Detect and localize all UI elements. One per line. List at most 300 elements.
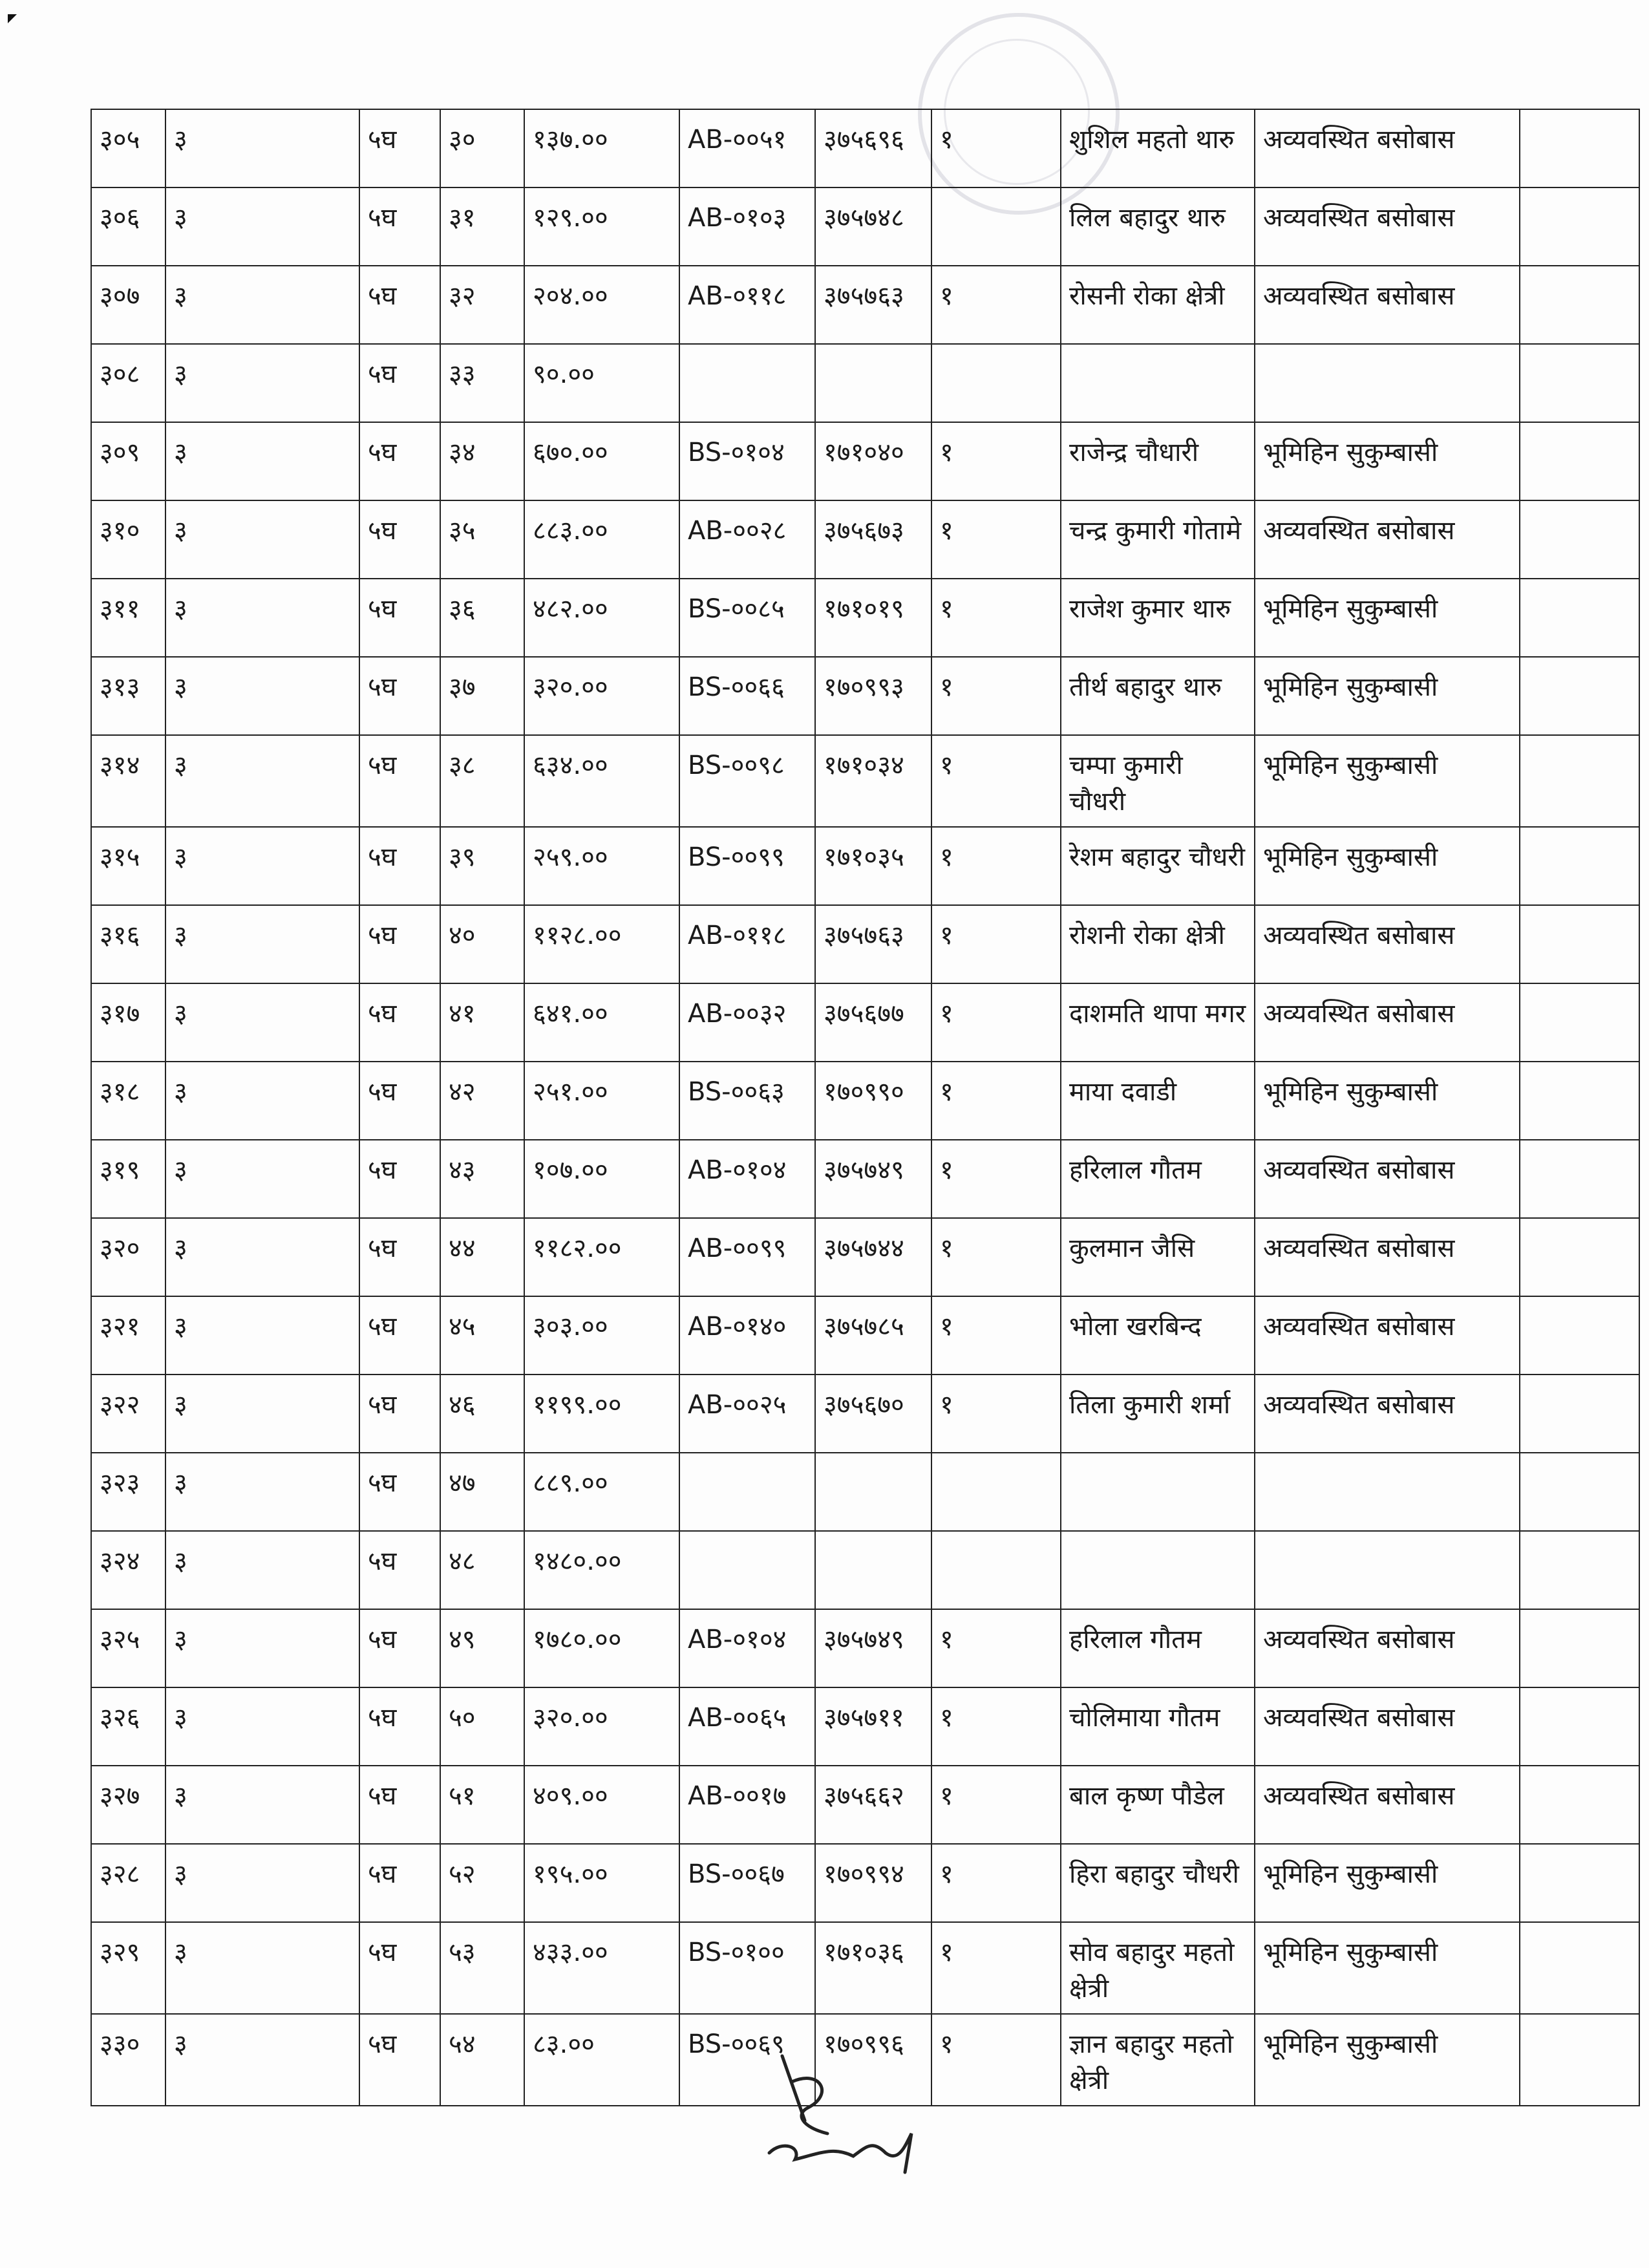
table-row [91,827,1639,905]
parcel-number-cell: ४१ [440,983,524,1062]
name-cell: सोव बहादुर महतो क्षेत्री [1061,1922,1255,2014]
count-cell: १ [931,109,1061,187]
category-cell: भूमिहिन सुकुम्बासी [1255,2014,1520,2106]
parcel-number-cell: ३६ [440,579,524,657]
applicant-code-cell [679,1531,815,1609]
empty-cell [1520,1609,1639,1687]
area-cell: ६४१.०० [524,983,679,1062]
empty-cell [1520,983,1639,1062]
name-cell: हरिलाल गौतम [1061,1609,1255,1687]
ward-cell: ३ [165,1609,359,1687]
empty-cell [1520,735,1639,827]
table-row [91,1609,1639,1687]
parcel-number-cell: ५४ [440,2014,524,2106]
table-row [91,1062,1639,1140]
map-sheet-cell: ५घ [359,1453,440,1531]
table-row [91,983,1639,1062]
category-cell: अव्यवस्थित बसोबास [1255,187,1520,266]
parcel-number-cell: ४३ [440,1140,524,1218]
table-row [91,500,1639,579]
parcel-number-cell: ४७ [440,1453,524,1531]
parcel-number-cell: ३३ [440,344,524,422]
area-cell: २०४.०० [524,266,679,344]
table-row [91,344,1639,422]
area-cell: ८३.०० [524,2014,679,2106]
count-cell: १ [931,1922,1061,2014]
applicant-code-cell: AB-००५१ [679,109,815,187]
map-sheet-cell: ५घ [359,1687,440,1766]
area-cell: ४८२.०० [524,579,679,657]
map-sheet-cell: ५घ [359,1140,440,1218]
empty-cell [1520,827,1639,905]
count-cell [931,1453,1061,1531]
table-row [91,1140,1639,1218]
category-cell [1255,1453,1520,1531]
parcel-number-cell: ५० [440,1687,524,1766]
ward-cell: ३ [165,1922,359,2014]
area-cell: ८८९.०० [524,1453,679,1531]
applicant-code-cell: AB-००१७ [679,1766,815,1844]
empty-cell [1520,500,1639,579]
applicant-code-cell: BS-००६७ [679,1844,815,1922]
category-cell: भूमिहिन सुकुम्बासी [1255,735,1520,827]
empty-cell [1520,657,1639,735]
ward-cell: ३ [165,187,359,266]
area-cell: ४३३.०० [524,1922,679,2014]
category-cell: अव्यवस्थित बसोबास [1255,109,1520,187]
parcel-number-cell: ५२ [440,1844,524,1922]
applicant-code-cell: BS-०१०० [679,1922,815,2014]
count-cell: १ [931,579,1061,657]
land-records-table [90,109,1640,2106]
map-sheet-cell: ५घ [359,1609,440,1687]
id-number-cell: १७०९९४ [815,1844,931,1922]
applicant-code-cell: AB-०१०४ [679,1609,815,1687]
name-cell [1061,1453,1255,1531]
serial-number-cell: ३१७ [91,983,165,1062]
serial-number-cell: ३१५ [91,827,165,905]
id-number-cell: ३७५६७० [815,1375,931,1453]
applicant-code-cell: AB-००६५ [679,1687,815,1766]
table-row [91,1218,1639,1296]
count-cell [931,1531,1061,1609]
count-cell: १ [931,983,1061,1062]
count-cell: १ [931,500,1061,579]
land-records-body [91,109,1639,2106]
table-row [91,905,1639,983]
serial-number-cell: ३२० [91,1218,165,1296]
name-cell [1061,344,1255,422]
ward-cell: ३ [165,983,359,1062]
name-cell: दाशमति थापा मगर [1061,983,1255,1062]
ward-cell: ३ [165,422,359,500]
empty-cell [1520,905,1639,983]
map-sheet-cell: ५घ [359,2014,440,2106]
name-cell: चन्द्र कुमारी गोतामे [1061,500,1255,579]
id-number-cell: १७०९९३ [815,657,931,735]
applicant-code-cell: AB-०१४० [679,1296,815,1375]
category-cell [1255,344,1520,422]
applicant-code-cell: BS-००६९ [679,2014,815,2106]
applicant-code-cell: AB-००२८ [679,500,815,579]
empty-cell [1520,422,1639,500]
name-cell [1061,1531,1255,1609]
area-cell: १२९.०० [524,187,679,266]
empty-cell [1520,344,1639,422]
applicant-code-cell: BS-००६६ [679,657,815,735]
area-cell: २५९.०० [524,827,679,905]
count-cell: १ [931,422,1061,500]
id-number-cell: ३७५६७३ [815,500,931,579]
category-cell: भूमिहिन सुकुम्बासी [1255,657,1520,735]
serial-number-cell: ३०५ [91,109,165,187]
count-cell: १ [931,1218,1061,1296]
name-cell: कुलमान जैसि [1061,1218,1255,1296]
category-cell: भूमिहिन सुकुम्बासी [1255,1844,1520,1922]
parcel-number-cell: ३४ [440,422,524,500]
table-row [91,187,1639,266]
serial-number-cell: ३०९ [91,422,165,500]
empty-cell [1520,1922,1639,2014]
id-number-cell: ३७५७४९ [815,1140,931,1218]
table-row [91,109,1639,187]
area-cell: १९५.०० [524,1844,679,1922]
corner-mark [8,14,17,23]
map-sheet-cell: ५घ [359,983,440,1062]
applicant-code-cell: AB-००३२ [679,983,815,1062]
parcel-number-cell: ४२ [440,1062,524,1140]
category-cell: अव्यवस्थित बसोबास [1255,500,1520,579]
map-sheet-cell: ५घ [359,1218,440,1296]
table-row [91,1844,1639,1922]
parcel-number-cell: ३९ [440,827,524,905]
ward-cell: ३ [165,1140,359,1218]
parcel-number-cell: ४८ [440,1531,524,1609]
serial-number-cell: ३१३ [91,657,165,735]
ward-cell: ३ [165,657,359,735]
category-cell: भूमिहिन सुकुम्बासी [1255,422,1520,500]
serial-number-cell: ३१८ [91,1062,165,1140]
map-sheet-cell: ५घ [359,109,440,187]
area-cell: ८८३.०० [524,500,679,579]
serial-number-cell: ३२४ [91,1531,165,1609]
area-cell: ११९९.०० [524,1375,679,1453]
parcel-number-cell: ३७ [440,657,524,735]
applicant-code-cell [679,344,815,422]
serial-number-cell: ३१० [91,500,165,579]
parcel-number-cell: ४० [440,905,524,983]
applicant-code-cell: BS-००६३ [679,1062,815,1140]
name-cell: रोसनी रोका क्षेत्री [1061,266,1255,344]
name-cell: शुशिल महतो थारु [1061,109,1255,187]
applicant-code-cell: BS-००९९ [679,827,815,905]
id-number-cell: ३७५७११ [815,1687,931,1766]
serial-number-cell: ३११ [91,579,165,657]
category-cell: अव्यवस्थित बसोबास [1255,1766,1520,1844]
map-sheet-cell: ५घ [359,827,440,905]
name-cell: राजेश कुमार थारु [1061,579,1255,657]
ward-cell: ३ [165,1218,359,1296]
ward-cell: ३ [165,109,359,187]
area-cell: ६७०.०० [524,422,679,500]
empty-cell [1520,1062,1639,1140]
category-cell [1255,1531,1520,1609]
ward-cell: ३ [165,1296,359,1375]
area-cell: ४०९.०० [524,1766,679,1844]
map-sheet-cell: ५घ [359,1296,440,1375]
count-cell: १ [931,735,1061,827]
count-cell: १ [931,1766,1061,1844]
map-sheet-cell: ५घ [359,500,440,579]
serial-number-cell: ३१६ [91,905,165,983]
id-number-cell: १७०९९० [815,1062,931,1140]
id-number-cell [815,344,931,422]
id-number-cell: ३७५६९६ [815,109,931,187]
serial-number-cell: ३१४ [91,735,165,827]
serial-number-cell: ३२१ [91,1296,165,1375]
map-sheet-cell: ५घ [359,266,440,344]
ward-cell: ३ [165,1687,359,1766]
empty-cell [1520,1375,1639,1453]
category-cell: भूमिहिन सुकुम्बासी [1255,1062,1520,1140]
empty-cell [1520,1766,1639,1844]
ward-cell: ३ [165,1531,359,1609]
empty-cell [1520,1687,1639,1766]
serial-number-cell: ३०६ [91,187,165,266]
serial-number-cell: ३३० [91,2014,165,2106]
serial-number-cell: ३२७ [91,1766,165,1844]
table-row [91,266,1639,344]
parcel-number-cell: ५३ [440,1922,524,2014]
ward-cell: ३ [165,735,359,827]
empty-cell [1520,187,1639,266]
applicant-code-cell: BS-००८५ [679,579,815,657]
name-cell: बाल कृष्ण पौडेल [1061,1766,1255,1844]
serial-number-cell: ३१९ [91,1140,165,1218]
area-cell: ११८२.०० [524,1218,679,1296]
serial-number-cell: ३२९ [91,1922,165,2014]
map-sheet-cell: ५घ [359,735,440,827]
id-number-cell: ३७५७६३ [815,266,931,344]
category-cell: अव्यवस्थित बसोबास [1255,1375,1520,1453]
parcel-number-cell: ४४ [440,1218,524,1296]
category-cell: अव्यवस्थित बसोबास [1255,1609,1520,1687]
ward-cell: ३ [165,2014,359,2106]
area-cell: १४८०.०० [524,1531,679,1609]
empty-cell [1520,2014,1639,2106]
category-cell: अव्यवस्थित बसोबास [1255,1218,1520,1296]
name-cell: तिला कुमारी शर्मा [1061,1375,1255,1453]
area-cell: ३२०.०० [524,657,679,735]
parcel-number-cell: ३२ [440,266,524,344]
count-cell: १ [931,1687,1061,1766]
ward-cell: ३ [165,1062,359,1140]
category-cell: भूमिहिन सुकुम्बासी [1255,1922,1520,2014]
map-sheet-cell: ५घ [359,1531,440,1609]
table-row [91,1375,1639,1453]
map-sheet-cell: ५घ [359,422,440,500]
serial-number-cell: ३२२ [91,1375,165,1453]
ward-cell: ३ [165,344,359,422]
id-number-cell: ३७५७४८ [815,187,931,266]
applicant-code-cell: AB-०१०३ [679,187,815,266]
name-cell: रेशम बहादुर चौधरी [1061,827,1255,905]
id-number-cell: १७१०१९ [815,579,931,657]
serial-number-cell: ३२३ [91,1453,165,1531]
serial-number-cell: ३२६ [91,1687,165,1766]
category-cell: अव्यवस्थित बसोबास [1255,1296,1520,1375]
applicant-code-cell: AB-००९९ [679,1218,815,1296]
applicant-code-cell: AB-००२५ [679,1375,815,1453]
category-cell: अव्यवस्थित बसोबास [1255,905,1520,983]
id-number-cell: १७१०३५ [815,827,931,905]
table-row [91,579,1639,657]
count-cell: १ [931,2014,1061,2106]
count-cell: १ [931,1140,1061,1218]
count-cell: १ [931,266,1061,344]
empty-cell [1520,1844,1639,1922]
category-cell: अव्यवस्थित बसोबास [1255,1687,1520,1766]
category-cell: भूमिहिन सुकुम्बासी [1255,827,1520,905]
parcel-number-cell: ४९ [440,1609,524,1687]
name-cell: हिरा बहादुर चौधरी [1061,1844,1255,1922]
area-cell: ६३४.०० [524,735,679,827]
ward-cell: ३ [165,579,359,657]
area-cell: २५१.०० [524,1062,679,1140]
map-sheet-cell: ५घ [359,657,440,735]
name-cell: ज्ञान बहादुर महतो क्षेत्री [1061,2014,1255,2106]
id-number-cell: १७१०३६ [815,1922,931,2014]
id-number-cell: ३७५६७७ [815,983,931,1062]
table-row [91,422,1639,500]
id-number-cell [815,1531,931,1609]
name-cell: चोलिमाया गौतम [1061,1687,1255,1766]
name-cell: तीर्थ बहादुर थारु [1061,657,1255,735]
ward-cell: ३ [165,1766,359,1844]
id-number-cell: ३७५६६२ [815,1766,931,1844]
area-cell: १३७.०० [524,109,679,187]
name-cell: माया दवाडी [1061,1062,1255,1140]
map-sheet-cell: ५घ [359,344,440,422]
area-cell: ३२०.०० [524,1687,679,1766]
id-number-cell: १७१०३४ [815,735,931,827]
map-sheet-cell: ५घ [359,1375,440,1453]
empty-cell [1520,1296,1639,1375]
ward-cell: ३ [165,1375,359,1453]
count-cell: १ [931,905,1061,983]
name-cell: राजेन्द्र चौधारी [1061,422,1255,500]
count-cell: १ [931,1375,1061,1453]
parcel-number-cell: ५१ [440,1766,524,1844]
table-row [91,1531,1639,1609]
table-row [91,1687,1639,1766]
empty-cell [1520,266,1639,344]
id-number-cell [815,1453,931,1531]
parcel-number-cell: ३१ [440,187,524,266]
map-sheet-cell: ५घ [359,1844,440,1922]
id-number-cell: ३७५७६३ [815,905,931,983]
table-row [91,1453,1639,1531]
empty-cell [1520,1140,1639,1218]
map-sheet-cell: ५घ [359,1766,440,1844]
category-cell: अव्यवस्थित बसोबास [1255,266,1520,344]
table-row [91,1922,1639,2014]
count-cell: १ [931,1844,1061,1922]
applicant-code-cell: AB-०११८ [679,905,815,983]
count-cell: १ [931,657,1061,735]
map-sheet-cell: ५घ [359,187,440,266]
ward-cell: ३ [165,266,359,344]
serial-number-cell: ३०८ [91,344,165,422]
ward-cell: ३ [165,1453,359,1531]
empty-cell [1520,579,1639,657]
category-cell: अव्यवस्थित बसोबास [1255,1140,1520,1218]
table-row [91,1766,1639,1844]
area-cell: १०७.०० [524,1140,679,1218]
name-cell: लिल बहादुर थारु [1061,187,1255,266]
id-number-cell: ३७५७४४ [815,1218,931,1296]
map-sheet-cell: ५घ [359,1922,440,2014]
ward-cell: ३ [165,827,359,905]
map-sheet-cell: ५घ [359,905,440,983]
map-sheet-cell: ५घ [359,579,440,657]
category-cell: अव्यवस्थित बसोबास [1255,983,1520,1062]
applicant-code-cell: BS-००९८ [679,735,815,827]
applicant-code-cell: AB-०१०४ [679,1140,815,1218]
parcel-number-cell: ३८ [440,735,524,827]
empty-cell [1520,109,1639,187]
area-cell: ९०.०० [524,344,679,422]
count-cell [931,344,1061,422]
empty-cell [1520,1453,1639,1531]
parcel-number-cell: ४५ [440,1296,524,1375]
ward-cell: ३ [165,905,359,983]
name-cell: चम्पा कुमारी चौधरी [1061,735,1255,827]
name-cell: हरिलाल गौतम [1061,1140,1255,1218]
name-cell: भोला खरबिन्द [1061,1296,1255,1375]
table-row [91,1296,1639,1375]
serial-number-cell: ३०७ [91,266,165,344]
id-number-cell: ३७५७८५ [815,1296,931,1375]
count-cell: १ [931,1062,1061,1140]
area-cell: १७८०.०० [524,1609,679,1687]
ward-cell: ३ [165,1844,359,1922]
count-cell [931,187,1061,266]
empty-cell [1520,1531,1639,1609]
signature [743,2043,937,2179]
count-cell: १ [931,1609,1061,1687]
id-number-cell: १७१०४० [815,422,931,500]
parcel-number-cell: ४६ [440,1375,524,1453]
area-cell: ११२८.०० [524,905,679,983]
area-cell: ३०३.०० [524,1296,679,1375]
applicant-code-cell: AB-०११८ [679,266,815,344]
serial-number-cell: ३२५ [91,1609,165,1687]
applicant-code-cell [679,1453,815,1531]
count-cell: १ [931,827,1061,905]
parcel-number-cell: ३० [440,109,524,187]
ward-cell: ३ [165,500,359,579]
serial-number-cell: ३२८ [91,1844,165,1922]
table-row [91,657,1639,735]
map-sheet-cell: ५घ [359,1062,440,1140]
name-cell: रोशनी रोका क्षेत्री [1061,905,1255,983]
id-number-cell: ३७५७४९ [815,1609,931,1687]
table-row [91,735,1639,827]
count-cell: १ [931,1296,1061,1375]
category-cell: भूमिहिन सुकुम्बासी [1255,579,1520,657]
parcel-number-cell: ३५ [440,500,524,579]
